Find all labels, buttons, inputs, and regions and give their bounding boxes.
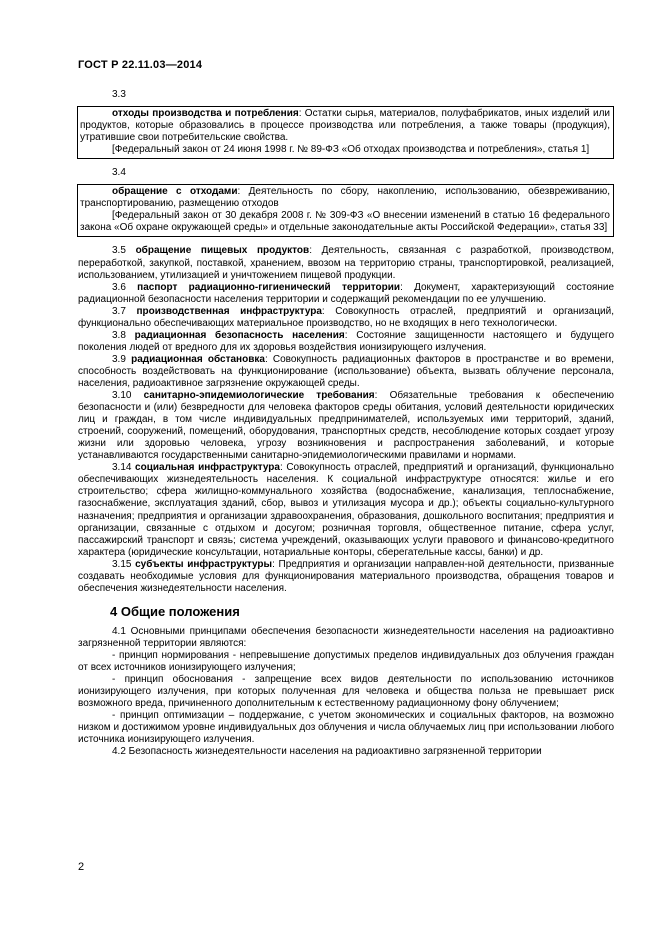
term-number: 3.5 (112, 245, 136, 257)
term-source: [Федеральный закон от 24 июня 1998 г. № 89-ФЗ «Об отходах производства и потребления», статья 1] (112, 144, 590, 156)
term-source: [Федеральный закон от 30 декабря 2008 г. № 309-ФЗ «О внесении изменений в статью 16 федерального закона «Об охране окружающей среды» и отдельные законодательные акты Российской Федерации», статья 33] (80, 210, 610, 234)
page-content (78, 89, 614, 758)
term-title: радиационная безопасность населения (134, 329, 345, 341)
paragraph: - принцип оптимизации – поддержание, с учетом экономических и социальных факторов, на возможно низком и достижимом уровне индивидуальных доз облучения и числа облучаемых лиц при использовании любого источника ионизирующего излучения. (78, 710, 614, 746)
term-text: : Обязательные требования к обеспечению безопасности и (или) безвредности для человека факторов среды обитания, условий деятельности юридических лиц и граждан, в том числе индивидуальных предпринимателей, используемых ими территорий, зданий, строений, сооружений, помещений, оборудования, транспортных средств, несоблюдение которых создает угрозу жизни или здоровью человека, угрозу возникновения и распространения заболеваний, и которые устанавливаются государственными санитарно-эпидемиологическими правилами и нормами. (78, 390, 614, 462)
term-title: субъекты инфраструктуры (135, 558, 273, 570)
term-definition (78, 282, 614, 306)
term-title: обращение с отходами (112, 186, 238, 198)
term-definition (78, 245, 614, 281)
term-number: 3.14 (112, 462, 136, 474)
page-number: 2 (78, 861, 85, 873)
term-definition (78, 330, 614, 354)
term-title: социальная инфраструктура (135, 462, 280, 474)
document-header: ГОСТ Р 22.11.03—2014 (78, 59, 203, 71)
term-text: : Документ, характеризующий состояние радиационной безопасности населения территории и содержащий рекомендации по ее улучшению. (78, 281, 615, 305)
term-number: 3.7 (112, 305, 137, 317)
term-definition (78, 390, 614, 462)
term-definition (80, 108, 610, 144)
term-text: : Остатки сырья, материалов, полуфабрикатов, иных изделий или продуктов, которые образовались в процессе производства или потребления, а также товары (продукция), утратившие свои потребительские свойства. (80, 108, 610, 144)
term-title: радиационная обстановка (131, 353, 265, 365)
term-text: : Совокупность отраслей, предприятий и организаций, функционально обеспечивающих жизнедеятельность населения. К социальной инфраструктуре относятся: жилье и его строительство; сфера жилищно-коммунального хозяйства (водоснабжение, канализация, теплоснабжение, газоснабжение, эксплуатация зданий, сбор, вывоз и утилизация мусора и др.); объекты социально-культурного назначения; предприятия и организации здравоохранения, образования, дошкольного воспитания; предприятия и организации, связанные с отдыхом и досугом; розничная торговля, общественное питание, сфера услуг, пассажирский транспорт и связь; система учреждений, оказывающих услуги правового и финансово-кредитного характера (юридические консультации, нотариальные конторы, сберегательные кассы, банки) и др. (78, 462, 614, 558)
term-number: 3.10 (112, 390, 144, 402)
quoted-definition-box (77, 106, 614, 159)
paragraph: - принцип обоснования - запрещение всех видов деятельности по использованию источников ионизирующего излучения, при которых полученная для человека и общества польза не превышает риск возможного вреда, причиненного дополнительным к естественному радиационному фону облучением; (78, 674, 614, 710)
term-title: производственная инфраструктура (136, 305, 322, 317)
term-text: : Предприятия и организации направлен-ной деятельности, призванные создавать необходимые условия для функционирования материального производства, обращения товаров и обеспечения жизнедеятельности населения. (78, 558, 614, 594)
paragraph: 4.1 Основными принципами обеспечения безопасности жизнедеятельности населения на радиоактивно загрязненной территории являются: (78, 625, 614, 649)
term-definition (78, 354, 614, 390)
term-number: 3.9 (112, 353, 132, 365)
term-text: : Деятельность, связанная с разработкой, производством, переработкой, закупкой, поставкой, хранением, ввозом на территорию страны, транспортировкой, реализацией, использованием, утилизацией и уничтожением пищевой продукции. (78, 245, 614, 281)
term-text: : Совокупность отраслей, предприятий и организаций, функционально обеспечивающих материальное производство, но не входящих в него технологически. (78, 305, 614, 329)
term-number: 3.6 (112, 281, 138, 293)
term-number-3-4: 3.4 (112, 167, 126, 179)
term-title: санитарно-эпидемиологические требования (143, 390, 375, 402)
term-number: 3.8 (112, 329, 135, 341)
term-definition (78, 462, 614, 558)
term-definition (78, 306, 614, 330)
section-heading: 4 Общие положения (110, 603, 240, 619)
term-definition (78, 559, 614, 595)
term-text: : Состояние защищенности настоящего и будущего поколения людей от вредного для их здоровья воздействия ионизирующего излучения. (78, 329, 615, 353)
term-number: 3.15 (112, 558, 136, 570)
term-title: обращение пищевых продуктов (135, 245, 310, 257)
quoted-definition-box (77, 184, 614, 237)
paragraph: - принцип нормирования - непревышение допустимых пределов индивидуальных доз облучения граждан от всех источников ионизирующего излучения; (78, 649, 614, 673)
term-title: паспорт радиационно-гигиенический территории (137, 281, 401, 293)
term-number-3-3: 3.3 (112, 89, 126, 100)
term-text: : Деятельность по сбору, накоплению, использованию, обезвреживанию, транспортированию, размещению отходов (80, 186, 610, 210)
term-definition (80, 186, 610, 210)
term-title: отходы производства и потребления (112, 108, 299, 120)
term-text: : Совокупность радиационных факторов в пространстве и во времени, способность воздействовать на функционирование (использование) объекта, вызвать облучение персонала, населения, радиоактивное загрязнение окружающей среды. (78, 353, 615, 389)
paragraph: 4.2 Безопасность жизнедеятельности населения на радиоактивно загрязненной территории (112, 746, 542, 758)
